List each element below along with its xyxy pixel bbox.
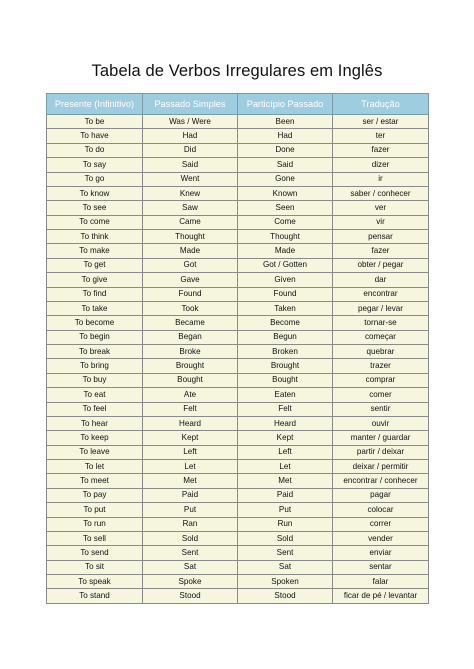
cell-past-participle: Seen xyxy=(238,201,333,215)
cell-past-simple: Felt xyxy=(143,402,238,416)
table-row xyxy=(47,215,429,229)
cell-past-simple: Sold xyxy=(143,531,238,545)
table-row xyxy=(47,474,429,488)
cell-translation: pagar xyxy=(333,488,429,502)
table-row xyxy=(47,575,429,589)
header-past-simple: Passado Simples xyxy=(143,94,238,115)
cell-past-participle: Kept xyxy=(238,431,333,445)
cell-past-simple: Did xyxy=(143,143,238,157)
cell-present: To sell xyxy=(47,531,143,545)
page-title: Tabela de Verbos Irregulares em Inglês xyxy=(91,62,383,80)
cell-past-participle: Put xyxy=(238,503,333,517)
cell-past-simple: Brought xyxy=(143,359,238,373)
cell-past-simple: Bought xyxy=(143,373,238,387)
cell-present: To come xyxy=(47,215,143,229)
cell-present: To buy xyxy=(47,373,143,387)
cell-past-simple: Sat xyxy=(143,560,238,574)
table-row xyxy=(47,460,429,474)
cell-past-participle: Come xyxy=(238,215,333,229)
cell-translation: pegar / levar xyxy=(333,301,429,315)
cell-past-participle: Gone xyxy=(238,172,333,186)
table-row xyxy=(47,143,429,157)
table-row xyxy=(47,345,429,359)
cell-past-participle: Spoken xyxy=(238,575,333,589)
cell-past-participle: Been xyxy=(238,115,333,129)
table-header xyxy=(47,94,429,115)
cell-past-participle: Got / Gotten xyxy=(238,258,333,272)
cell-past-simple: Let xyxy=(143,460,238,474)
cell-translation: ir xyxy=(333,172,429,186)
cell-translation: partir / deixar xyxy=(333,445,429,459)
cell-present: To make xyxy=(47,244,143,258)
cell-translation: deixar / permitir xyxy=(333,460,429,474)
cell-past-simple: Put xyxy=(143,503,238,517)
cell-translation: correr xyxy=(333,517,429,531)
cell-past-participle: Left xyxy=(238,445,333,459)
cell-past-simple: Made xyxy=(143,244,238,258)
table-row xyxy=(47,244,429,258)
header-row xyxy=(47,94,429,115)
cell-translation: ouvir xyxy=(333,416,429,430)
cell-present: To keep xyxy=(47,431,143,445)
cell-past-simple: Came xyxy=(143,215,238,229)
cell-past-simple: Said xyxy=(143,158,238,172)
cell-translation: ter xyxy=(333,129,429,143)
cell-past-simple: Became xyxy=(143,316,238,330)
cell-past-participle: Bought xyxy=(238,373,333,387)
cell-past-simple: Took xyxy=(143,301,238,315)
cell-past-simple: Broke xyxy=(143,345,238,359)
cell-present: To meet xyxy=(47,474,143,488)
cell-present: To begin xyxy=(47,330,143,344)
table-row xyxy=(47,503,429,517)
cell-present: To run xyxy=(47,517,143,531)
cell-past-simple: Was / Were xyxy=(143,115,238,129)
table-row xyxy=(47,546,429,560)
cell-past-participle: Eaten xyxy=(238,388,333,402)
cell-past-participle: Sold xyxy=(238,531,333,545)
cell-translation: colocar xyxy=(333,503,429,517)
cell-present: To bring xyxy=(47,359,143,373)
cell-past-simple: Knew xyxy=(143,186,238,200)
cell-past-participle: Given xyxy=(238,273,333,287)
table-row xyxy=(47,373,429,387)
cell-present: To become xyxy=(47,316,143,330)
cell-past-participle: Begun xyxy=(238,330,333,344)
cell-past-simple: Found xyxy=(143,287,238,301)
cell-present: To leave xyxy=(47,445,143,459)
cell-present: To find xyxy=(47,287,143,301)
cell-present: To let xyxy=(47,460,143,474)
cell-past-simple: Sent xyxy=(143,546,238,560)
cell-present: To put xyxy=(47,503,143,517)
cell-present: To hear xyxy=(47,416,143,430)
table-row xyxy=(47,445,429,459)
cell-translation: encontrar / conhecer xyxy=(333,474,429,488)
cell-translation: obter / pegar xyxy=(333,258,429,272)
cell-past-simple: Kept xyxy=(143,431,238,445)
table-row xyxy=(47,431,429,445)
table-row xyxy=(47,517,429,531)
cell-past-simple: Went xyxy=(143,172,238,186)
table-row xyxy=(47,201,429,215)
cell-past-participle: Let xyxy=(238,460,333,474)
cell-past-simple: Paid xyxy=(143,488,238,502)
cell-present: To get xyxy=(47,258,143,272)
cell-past-participle: Felt xyxy=(238,402,333,416)
header-translation: Tradução xyxy=(333,94,429,115)
cell-past-simple: Had xyxy=(143,129,238,143)
cell-past-participle: Stood xyxy=(238,589,333,603)
cell-translation: manter / guardar xyxy=(333,431,429,445)
table-row xyxy=(47,359,429,373)
table-row xyxy=(47,416,429,430)
cell-present: To sit xyxy=(47,560,143,574)
cell-translation: encontrar xyxy=(333,287,429,301)
cell-past-participle: Broken xyxy=(238,345,333,359)
table-row xyxy=(47,258,429,272)
cell-present: To give xyxy=(47,273,143,287)
cell-past-participle: Taken xyxy=(238,301,333,315)
cell-translation: enviar xyxy=(333,546,429,560)
table-row xyxy=(47,172,429,186)
table-row xyxy=(47,589,429,603)
cell-present: To be xyxy=(47,115,143,129)
cell-past-participle: Sat xyxy=(238,560,333,574)
cell-present: To go xyxy=(47,172,143,186)
table-row xyxy=(47,488,429,502)
cell-translation: saber / conhecer xyxy=(333,186,429,200)
cell-translation: vir xyxy=(333,215,429,229)
table-row xyxy=(47,301,429,315)
cell-present: To know xyxy=(47,186,143,200)
cell-translation: tornar-se xyxy=(333,316,429,330)
cell-past-participle: Had xyxy=(238,129,333,143)
cell-past-participle: Brought xyxy=(238,359,333,373)
cell-translation: fazer xyxy=(333,244,429,258)
table-row xyxy=(47,388,429,402)
cell-present: To do xyxy=(47,143,143,157)
cell-past-simple: Ran xyxy=(143,517,238,531)
cell-present: To have xyxy=(47,129,143,143)
cell-translation: ficar de pé / levantar xyxy=(333,589,429,603)
cell-past-participle: Paid xyxy=(238,488,333,502)
cell-past-simple: Got xyxy=(143,258,238,272)
cell-past-participle: Run xyxy=(238,517,333,531)
cell-past-participle: Met xyxy=(238,474,333,488)
cell-present: To send xyxy=(47,546,143,560)
cell-past-simple: Thought xyxy=(143,230,238,244)
cell-present: To break xyxy=(47,345,143,359)
cell-translation: ser / estar xyxy=(333,115,429,129)
cell-translation: trazer xyxy=(333,359,429,373)
cell-past-participle: Thought xyxy=(238,230,333,244)
cell-past-simple: Spoke xyxy=(143,575,238,589)
cell-translation: fazer xyxy=(333,143,429,157)
cell-past-participle: Become xyxy=(238,316,333,330)
cell-translation: sentar xyxy=(333,560,429,574)
table-row xyxy=(47,186,429,200)
cell-past-participle: Found xyxy=(238,287,333,301)
table-body xyxy=(47,115,429,604)
cell-translation: falar xyxy=(333,575,429,589)
cell-past-participle: Known xyxy=(238,186,333,200)
cell-present: To speak xyxy=(47,575,143,589)
cell-past-participle: Made xyxy=(238,244,333,258)
cell-present: To eat xyxy=(47,388,143,402)
cell-past-simple: Met xyxy=(143,474,238,488)
table-row xyxy=(47,230,429,244)
cell-translation: comprar xyxy=(333,373,429,387)
cell-present: To see xyxy=(47,201,143,215)
cell-translation: quebrar xyxy=(333,345,429,359)
cell-present: To think xyxy=(47,230,143,244)
cell-past-simple: Saw xyxy=(143,201,238,215)
cell-past-simple: Left xyxy=(143,445,238,459)
cell-translation: comer xyxy=(333,388,429,402)
table-row xyxy=(47,287,429,301)
table-row xyxy=(47,158,429,172)
cell-translation: começar xyxy=(333,330,429,344)
cell-translation: vender xyxy=(333,531,429,545)
header-present: Presente (Infinitivo) xyxy=(47,94,143,115)
cell-past-simple: Began xyxy=(143,330,238,344)
table-row xyxy=(47,402,429,416)
header-past-participle: Particípio Passado xyxy=(238,94,333,115)
cell-translation: ver xyxy=(333,201,429,215)
verbs-table xyxy=(46,93,429,604)
table-row xyxy=(47,316,429,330)
cell-present: To take xyxy=(47,301,143,315)
cell-translation: sentir xyxy=(333,402,429,416)
cell-past-participle: Heard xyxy=(238,416,333,430)
cell-past-participle: Said xyxy=(238,158,333,172)
cell-present: To say xyxy=(47,158,143,172)
cell-past-simple: Gave xyxy=(143,273,238,287)
cell-translation: dizer xyxy=(333,158,429,172)
cell-past-simple: Ate xyxy=(143,388,238,402)
cell-present: To pay xyxy=(47,488,143,502)
table-row xyxy=(47,330,429,344)
cell-present: To stand xyxy=(47,589,143,603)
cell-past-simple: Stood xyxy=(143,589,238,603)
table-row xyxy=(47,129,429,143)
table-row xyxy=(47,115,429,129)
cell-translation: pensar xyxy=(333,230,429,244)
cell-past-participle: Done xyxy=(238,143,333,157)
cell-past-simple: Heard xyxy=(143,416,238,430)
cell-translation: dar xyxy=(333,273,429,287)
table-row xyxy=(47,531,429,545)
table-row xyxy=(47,273,429,287)
cell-past-participle: Sent xyxy=(238,546,333,560)
cell-present: To feel xyxy=(47,402,143,416)
table-row xyxy=(47,560,429,574)
